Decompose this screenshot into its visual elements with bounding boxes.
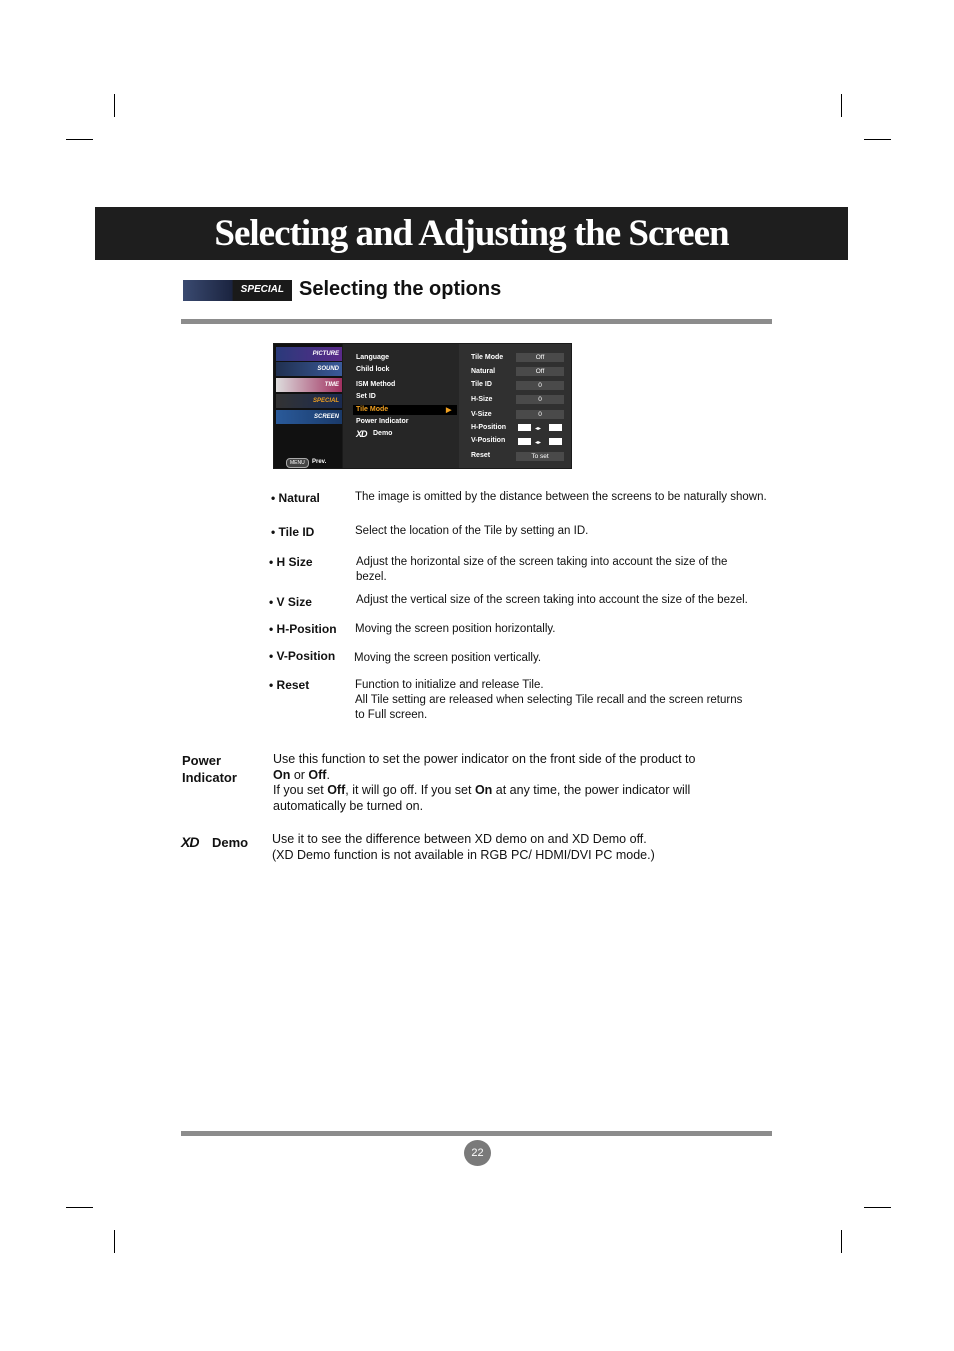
osd-tile-submenu bbox=[459, 344, 571, 468]
osd-sub-value: 0 bbox=[516, 410, 564, 419]
osd-sub-label: Reset bbox=[471, 452, 491, 459]
option-label-h-size: • H Size bbox=[269, 555, 313, 569]
crop-mark bbox=[841, 1230, 842, 1253]
period-text: . bbox=[326, 767, 330, 782]
power-indicator-label bbox=[182, 752, 237, 786]
osd-sub-value: Off bbox=[516, 367, 564, 376]
option-label-reset: • Reset bbox=[269, 678, 310, 692]
svg-text:◂▸: ◂▸ bbox=[535, 439, 542, 446]
option-desc-v-size: Adjust the vertical size of the screen taking into account the size of the bezel. bbox=[356, 594, 748, 606]
option-desc-v-position: Moving the screen position vertically. bbox=[354, 652, 542, 664]
off-keyword: Off bbox=[327, 783, 346, 797]
xd-demo-xd: XD bbox=[181, 834, 199, 850]
option-desc-reset-line2: All Tile setting are released when selecting Tile recall and the screen returns to Full screen. bbox=[355, 694, 743, 721]
bottom-rule bbox=[181, 1131, 772, 1136]
crop-mark bbox=[114, 94, 115, 117]
osd-menu-item-selected: Tile Mode bbox=[356, 406, 389, 413]
osd-sub-label: Tile Mode bbox=[471, 354, 504, 361]
svg-text:◂▸: ◂▸ bbox=[535, 425, 542, 432]
osd-icon-column bbox=[274, 344, 342, 468]
on-keyword: On bbox=[273, 767, 291, 782]
osd-menu-item: ISM Method bbox=[356, 381, 396, 388]
crop-mark bbox=[66, 139, 93, 140]
power-indicator-text: If you set bbox=[273, 783, 328, 797]
crop-mark bbox=[66, 1207, 93, 1208]
special-tag bbox=[183, 280, 292, 301]
v-position-slider-icon bbox=[516, 437, 564, 446]
osd-prev-label: Prev. bbox=[312, 459, 327, 465]
osd-sub-label: H-Position bbox=[471, 424, 506, 431]
crop-mark bbox=[864, 1207, 891, 1208]
xd-demo-label: Demo bbox=[212, 835, 249, 850]
arrow-right-icon: ▶ bbox=[446, 407, 452, 414]
power-indicator-text: at any time, the power indicator will automatically be turned on. bbox=[273, 783, 691, 813]
osd-sub-label: H-Size bbox=[471, 396, 493, 403]
xd-logo-icon bbox=[181, 834, 198, 851]
osd-sub-label: V-Size bbox=[471, 411, 492, 418]
power-indicator-desc bbox=[273, 752, 733, 814]
xd-demo-desc bbox=[272, 832, 732, 863]
option-label-h-position: • H-Position bbox=[269, 622, 337, 636]
osd-sub-value: To set bbox=[516, 452, 564, 461]
option-desc-tile-id: Select the location of the Tile by setting an ID. bbox=[355, 525, 589, 537]
osd-icon-screen: SCREEN bbox=[276, 410, 342, 424]
power-indicator-label-line1: Power bbox=[182, 753, 222, 768]
osd-sub-label: Tile ID bbox=[471, 381, 492, 388]
osd-sub-value: 0 bbox=[516, 381, 564, 390]
option-label-v-size: • V Size bbox=[269, 595, 312, 609]
power-indicator-text: Use this function to set the power indicator on the front side of the product to bbox=[273, 752, 696, 766]
option-desc-h-size: Adjust the horizontal size of the screen taking into account the size of the bezel. bbox=[356, 556, 728, 583]
crop-mark bbox=[114, 1230, 115, 1253]
xd-demo-line1: Use it to see the difference between XD demo on and XD Demo off. bbox=[272, 832, 647, 846]
xd-demo-line2: (XD Demo function is not available in RGB PC/ HDMI/DVI PC mode.) bbox=[272, 847, 655, 862]
osd-sub-value: Off bbox=[516, 353, 564, 362]
osd-icon-time: TIME bbox=[276, 378, 342, 392]
special-tag-label: SPECIAL bbox=[240, 284, 284, 295]
option-desc-reset-line1: Function to initialize and release Tile. bbox=[355, 679, 544, 691]
osd-special-menu bbox=[343, 344, 459, 468]
osd-xd-label: XD bbox=[356, 429, 367, 439]
xd-logo-icon bbox=[356, 429, 367, 439]
osd-menu-item: Child lock bbox=[356, 366, 390, 373]
section-title: Selecting the options bbox=[299, 278, 502, 300]
or-text: or bbox=[290, 767, 309, 782]
option-desc-h-position: Moving the screen position horizontally. bbox=[355, 623, 556, 635]
option-desc-natural: The image is omitted by the distance between the screens to be naturally shown. bbox=[355, 491, 767, 503]
osd-menu-item: Power Indicator bbox=[356, 418, 409, 425]
option-label-natural: • Natural bbox=[271, 491, 320, 505]
on-keyword: On bbox=[474, 783, 493, 797]
option-label-tile-id: • Tile ID bbox=[271, 525, 315, 539]
osd-menu-item: Demo bbox=[373, 430, 393, 437]
power-indicator-text: , it will go off. If you set bbox=[345, 783, 475, 797]
osd-menu-item: Language bbox=[356, 354, 390, 361]
top-rule bbox=[181, 319, 772, 324]
osd-sub-label: V-Position bbox=[471, 437, 506, 444]
page-number: 22 bbox=[464, 1140, 491, 1166]
osd-sub-label: Natural bbox=[471, 368, 496, 375]
osd-menu-item: Set ID bbox=[356, 393, 376, 400]
osd-icon-sound: SOUND bbox=[276, 362, 342, 376]
osd-menu-button: MENU bbox=[286, 458, 309, 468]
title-bar bbox=[95, 207, 848, 260]
option-label-v-position: • V-Position bbox=[269, 649, 336, 663]
crop-mark bbox=[864, 139, 891, 140]
power-indicator-label-line2: Indicator bbox=[182, 770, 237, 785]
osd-menu bbox=[273, 343, 572, 469]
option-desc-reset bbox=[355, 678, 755, 723]
h-position-slider-icon bbox=[516, 423, 564, 432]
crop-mark bbox=[841, 94, 842, 117]
osd-icon-picture: PICTURE bbox=[276, 347, 342, 361]
osd-icon-special: SPECIAL bbox=[276, 394, 342, 408]
off-keyword: Off bbox=[308, 767, 327, 782]
osd-sub-value: 0 bbox=[516, 395, 564, 404]
page-title: Selecting and Adjusting the Screen bbox=[214, 213, 729, 254]
